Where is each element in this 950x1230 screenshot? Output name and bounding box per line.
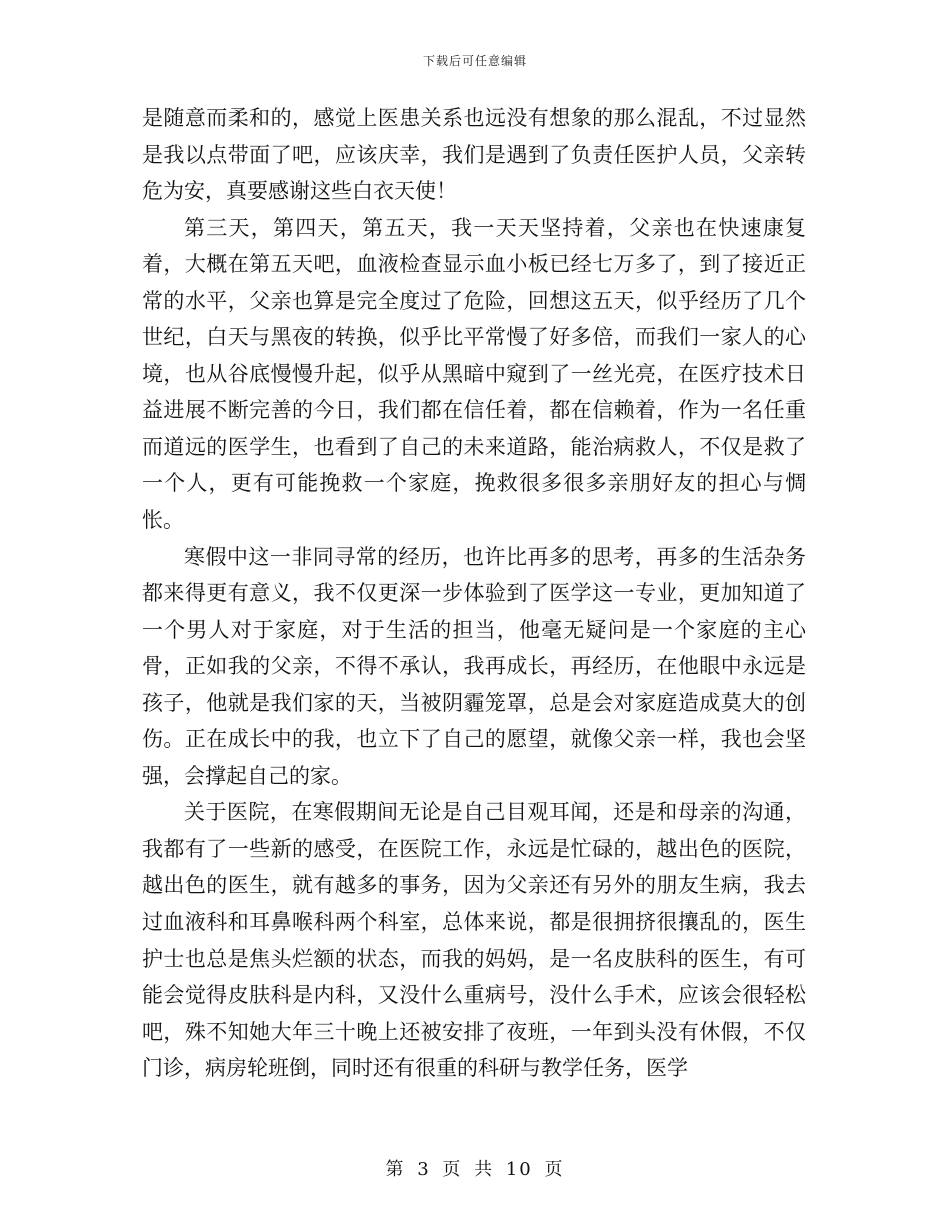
paragraph-4: 关于医院，在寒假期间无论是自己目观耳闻，还是和母亲的沟通，我都有了一些新的感受，在医院工作，永远是忙碌的，越出色的医院，越出色的医生，就有越多的事务，因为父亲还有另外的朋友生病，我去过血液科和耳鼻喉科两个科室，总体来说，都是很拥挤很攘乱的，医生护士也总是焦头烂额的状态，而我的妈妈，是一名皮肤科的医生，有可能会觉得皮肤科是内科，又没什么重病号，没什么手术，应该会很轻松吧，殊不知她大年三十晚上还被安排了夜班，一年到头没有休假，不仅门诊，病房轮班倒，同时还有很重的科研与教学任务，医学 <box>142 800 806 1081</box>
page-number-footer: 第 3 页 共 10 页 <box>385 1159 565 1180</box>
document-body <box>142 100 806 1087</box>
paragraph-1: 是随意而柔和的，感觉上医患关系也远没有想象的那么混乱，不过显然是我以点带面了吧，应该庆幸，我们是遇到了负责任医护人员，父亲转危为安，真要感谢这些白衣天使！ <box>142 106 806 204</box>
paragraph-2: 第三天，第四天，第五天，我一天天坚持着，父亲也在快速康复着，大概在第五天吧，血液检查显示血小板已经七万多了，到了接近正常的水平，父亲也算是完全度过了危险，回想这五天，似乎经历了几个世纪，白天与黑夜的转换，似乎比平常慢了好多倍，而我们一家人的心境，也从谷底慢慢升起，似乎从黑暗中窥到了一丝光亮，在医疗技术日益进展不断完善的今日，我们都在信任着，都在信赖着，作为一名任重而道远的医学生，也看到了自己的未来道路，能治病救人，不仅是救了一个人，更有可能挽救一个家庭，挽救很多很多亲朋好友的担心与惆怅。 <box>142 215 806 533</box>
page-header: 下载后可任意编辑 <box>422 54 527 68</box>
paragraph-3: 寒假中这一非同寻常的经历，也许比再多的思考，再多的生活杂务都来得更有意义，我不仅更深一步体验到了医学这一专业，更加知道了一个男人对于家庭，对于生活的担当，他毫无疑问是一个家庭的主心骨，正如我的父亲，不得不承认，我再成长，再经历，在他眼中永远是孩子，他就是我们家的天，当被阴霾笼罩，总是会对家庭造成莫大的创伤。正在成长中的我，也立下了自己的愿望，就像父亲一样，我也会坚强，会撑起自己的家。 <box>142 544 806 788</box>
